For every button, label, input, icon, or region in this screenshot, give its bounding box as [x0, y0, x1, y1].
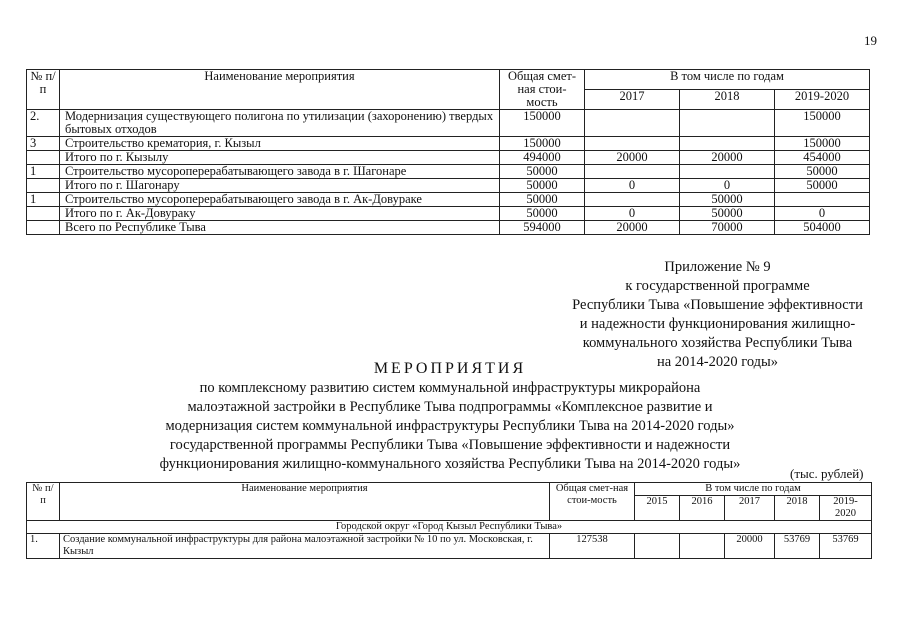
row-2017: 0: [585, 207, 680, 221]
appendix-line: Республики Тыва «Повышение эффективности: [572, 297, 863, 313]
appendix-line: и надежности функционирования жилищно-: [579, 316, 856, 332]
row-2016: [680, 534, 725, 559]
table-row: [27, 534, 872, 559]
row-2019-2020: 150000: [775, 110, 870, 137]
row-name: Модернизация существующего полигона по утилизации (захоронению) твердых бытовых отходов: [60, 110, 500, 137]
row-total: 494000: [500, 151, 585, 165]
row-total: 50000: [500, 207, 585, 221]
row-num: [27, 151, 60, 165]
row-name: Итого по г. Ак-Довураку: [60, 207, 500, 221]
row-total: 50000: [500, 165, 585, 179]
col-2018-header: 2018: [680, 90, 775, 110]
row-total: 127538: [550, 534, 635, 559]
table-row: [27, 137, 870, 151]
units-label: (тыс. рублей): [790, 466, 864, 481]
row-num: 1: [27, 165, 60, 179]
row-2018: 53769: [775, 534, 820, 559]
row-name: Создание коммунальной инфраструктуры для района малоэтажной застройки № 10 по ул. Московская, г. Кызыл: [60, 534, 550, 559]
row-name: Всего по Республике Тыва: [60, 221, 500, 235]
table-row: [27, 179, 870, 193]
subtitle-line: функционирования жилищно-коммунального хозяйства Республики Тыва на 2014-2020 годы»: [159, 456, 741, 472]
row-num: 1.: [27, 534, 60, 559]
subtitle-line: малоэтажной застройки в Республике Тыва подпрограммы «Комплексное развитие и: [187, 399, 713, 415]
col-2019-2020-header: 2019-2020: [775, 90, 870, 110]
subtitle-line: государственной программы Республики Тыва «Повышение эффективности и надежности: [169, 437, 731, 453]
row-2019-2020: [775, 193, 870, 207]
row-2018: [680, 137, 775, 151]
row-total: 594000: [500, 221, 585, 235]
row-2017: 20000: [585, 221, 680, 235]
section-label: Городской округ «Город Кызыл Республики Тыва»: [27, 521, 872, 534]
appendix-block: [560, 258, 875, 372]
row-2017: 0: [585, 179, 680, 193]
row-2018: 0: [680, 179, 775, 193]
table-row: [27, 165, 870, 179]
table-row: [27, 207, 870, 221]
row-2019-2020: 504000: [775, 221, 870, 235]
row-total: 50000: [500, 193, 585, 207]
row-2015: [635, 534, 680, 559]
row-2018: [680, 165, 775, 179]
table-row: [27, 110, 870, 137]
section-row: [27, 521, 872, 534]
row-2019-2020: 150000: [775, 137, 870, 151]
row-num: [27, 221, 60, 235]
summary-table: [26, 69, 870, 235]
row-2017: 20000: [725, 534, 775, 559]
row-name: Строительство крематория, г. Кызыл: [60, 137, 500, 151]
row-2019-2020: 50000: [775, 165, 870, 179]
measures-table: [26, 482, 872, 559]
row-2017: [585, 110, 680, 137]
document-subtitle: [110, 379, 790, 474]
row-num: 3: [27, 137, 60, 151]
row-2019-2020: 53769: [820, 534, 872, 559]
appendix-line: к государственной программе: [625, 278, 810, 294]
row-2018: 70000: [680, 221, 775, 235]
col-2018-header: 2018: [775, 496, 820, 521]
appendix-line: на 2014-2020 годы»: [656, 354, 779, 370]
col-total-header: Общая смет-ная стои-мость: [550, 483, 635, 521]
col-num-header: № п/п: [27, 70, 60, 110]
row-2018: 20000: [680, 151, 775, 165]
col-num-header: № п/п: [27, 483, 60, 521]
subtitle-line: модернизация систем коммунальной инфраструктуры Республики Тыва на 2014-2020 годы»: [165, 418, 735, 434]
row-2017: [585, 165, 680, 179]
col-years-header: В том числе по годам: [585, 70, 870, 90]
row-2019-2020: 0: [775, 207, 870, 221]
col-total-header: Общая смет-ная стои-мость: [500, 70, 585, 110]
table-header-row: [27, 483, 872, 496]
table-row: [27, 151, 870, 165]
row-num: [27, 207, 60, 221]
row-name: Итого по г. Шагонару: [60, 179, 500, 193]
row-total: 150000: [500, 137, 585, 151]
row-2019-2020: 454000: [775, 151, 870, 165]
page-number: 19: [864, 33, 877, 48]
row-name: Итого по г. Кызылу: [60, 151, 500, 165]
appendix-line: коммунального хозяйства Республики Тыва: [582, 335, 853, 351]
document-title: МЕРОПРИЯТИЯ: [373, 360, 527, 377]
row-2018: [680, 110, 775, 137]
appendix-line: Приложение № 9: [664, 259, 771, 275]
col-2016-header: 2016: [680, 496, 725, 521]
subtitle-line: по комплексному развитию систем коммунальной инфраструктуры микрорайона: [199, 380, 701, 396]
row-2017: [585, 137, 680, 151]
table-header-row: [27, 70, 870, 90]
row-2017: 20000: [585, 151, 680, 165]
row-2019-2020: 50000: [775, 179, 870, 193]
col-2017-header: 2017: [725, 496, 775, 521]
col-name-header: Наименование мероприятия: [60, 70, 500, 110]
row-num: 1: [27, 193, 60, 207]
row-2017: [585, 193, 680, 207]
row-num: [27, 179, 60, 193]
row-num: 2.: [27, 110, 60, 137]
row-2018: 50000: [680, 193, 775, 207]
table-row: [27, 221, 870, 235]
row-total: 150000: [500, 110, 585, 137]
row-name: Строительство мусороперерабатывающего завода в г. Шагонаре: [60, 165, 500, 179]
row-name: Строительство мусороперерабатывающего завода в г. Ак-Довураке: [60, 193, 500, 207]
col-name-header: Наименование мероприятия: [60, 483, 550, 521]
table-row: [27, 193, 870, 207]
col-2019-2020-header: 2019-2020: [820, 496, 872, 521]
row-total: 50000: [500, 179, 585, 193]
row-2018: 50000: [680, 207, 775, 221]
col-2015-header: 2015: [635, 496, 680, 521]
col-2017-header: 2017: [585, 90, 680, 110]
col-years-header: В том числе по годам: [635, 483, 872, 496]
